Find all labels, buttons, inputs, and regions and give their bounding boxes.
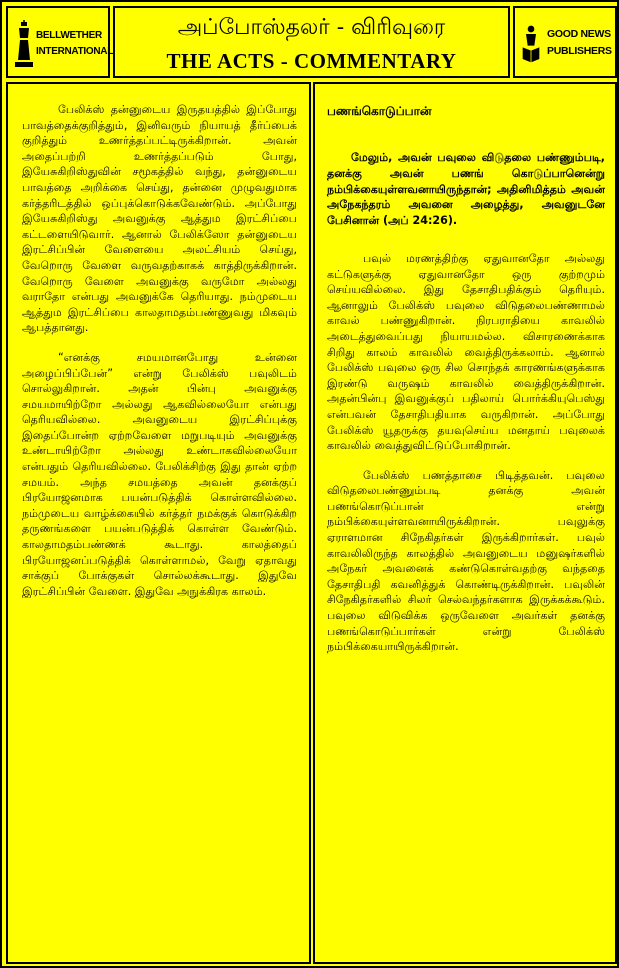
bellwether-logo-line2: INTERNATIONAL	[36, 46, 114, 57]
book-person-icon	[521, 20, 541, 68]
body-paragraph: பேலிக்ஸ் பணத்தாசை பிடித்தவன். பவுலை விடுதலைபண்ணும்படி தனக்கு அவன் பணங்கொடுப்பான் என்று நம்பிக்கையுள்ளவனாயிருக்கிறான். பவுலுக்கு ஏராளமான சிநேகிதர்கள் இருக்கிறார்கள். பவுல் காவலிலிருந்த காலத்தில் அவனுடைய மனுஷர்களில் அநேகர் அவனைக் கண்டுகொள்வதற்கு வந்ததை தேசாதிபதி கவனித்துக் கொண்டிருக்கிறான். பவுலின் சிநேகிதர்களில் சிலர் செல்வந்தர்களாக இருக்கக்கூடும். பவுலை விடுவிக்க ஒருவேளை அவர்கள் தனக்கு பணங்கொடுப்பார்கள் என்று பேலிக்ஸ் நம்பிக்கையாயிருக்கிறான்.	[327, 468, 605, 654]
title-box	[113, 6, 510, 78]
good-news-logo-line1: GOOD NEWS	[547, 28, 611, 40]
left-logo-box	[6, 6, 114, 78]
page-title-english: THE ACTS - COMMENTARY	[166, 49, 457, 73]
body-paragraph: பவுல் மரணத்திற்கு ஏதுவானதோ அல்லது கட்டுகளுக்கு ஏதுவானதோ ஒரு குற்றமும் செய்யவில்லை. இது தேசாதிபதிக்கும் தெரியும். ஆனாலும் பேலிக்ஸ் பவுலை விடுதலைபண்ணாமல் காவல் பண்ணுகிறான். நிரபராதியை காவலில் அடைத்துவைப்பது நியாயமல்ல. விசாரணைக்காக சிறிது காலம் காவலில் வைத்திருக்கலாம். ஆனால் பேலிக்ஸ் பவுலை ஒரு சில சொந்தக் காரணங்களுக்காக இரண்டு வருஷம் காவலில் வைத்திருக்கிறான். அதன்பின்பு இவனுக்குப் பதிலாய் பொர்க்கியுபெஸ்து என்பவன் தேசாதிபதியாக வருகிறான். அப்போது பேலிக்ஸ் யூதருக்கு தயவுசெய்ய மனதாய் பவுலைக் காவலில் வைத்துவிட்டுப்போகிறான்.	[327, 251, 605, 453]
right-column	[313, 82, 617, 964]
bellwether-logo	[14, 20, 114, 68]
bellwether-logo-line1: BELLWETHER	[36, 30, 102, 41]
body-paragraph: பேலிக்ஸ் தன்னுடைய இருதயத்தில் இப்போது பாவத்தைக்குறித்தும், இனிவரும் நியாயத் தீர்ப்பைக் குறித்தும் உணர்த்தப்பட்டிருக்கிறான். அவன் அதைப்பற்றி உணர்த்தப்படும் போது, இயேசுகிறிஸ்துவின் சமூகத்தில் வந்து, தன்னுடைய பாவத்தை அறிக்கை செய்து, தன்னை முழுவதுமாக கர்த்தரிடத்தில் ஒப்புக்கொடுக்கவேண்டும். அப்போது இயேசுகிறிஸ்து அவனுக்கு ஆத்தும இரட்சிப்பை கட்டளையிடுவார். ஆனால் பேலிக்ஸோ தன்னுடைய இரட்சிப்பின் வேளையை அலட்சியம் செய்து, வேறொரு வேளை வருவதற்காகக் காத்திருக்கிறான். வேறொரு வேளை அவனுக்கு வருமோ அல்லது வராதோ என்பது அவனுக்கே தெரியாது. நம்முடைய ஆத்தும இரட்சிப்பை காலதாமதம்பண்ணுவது மிகவும் ஆபத்தானது.	[22, 103, 297, 335]
scripture-quote: மேலும், அவன் பவுலை விடுதலை பண்ணும்படி, தனக்கு அவன் பணங் கொடுப்பானென்று நம்பிக்கையுள்ளவனாயிருந்தான்; அதினிமித்தம் அவன் அநேகந்தரம் அவனை அழைத்து, அவனுடனே பேசினான் (அப் 24:26).	[327, 151, 605, 228]
good-news-logo	[521, 20, 613, 68]
bellwether-logo-text	[36, 28, 114, 60]
left-column	[6, 82, 311, 964]
good-news-logo-line2: PUBLISHERS	[547, 45, 612, 57]
good-news-logo-text	[547, 26, 617, 60]
tower-icon	[14, 20, 34, 68]
page-title-tamil: அப்போஸ்தலர் - விரிவுரை	[177, 15, 446, 40]
header	[6, 6, 617, 80]
right-logo-box	[513, 6, 617, 78]
section-heading: பணங்கொடுப்பான்	[327, 104, 432, 118]
body-paragraph: “எனக்கு சமயமானபோது உன்னை அழைப்பிப்பேன்” என்று பேலிக்ஸ் பவுலிடம் சொல்லுகிறான். அதன் பின்பு அவனுக்கு சமயமாயிற்றோ அல்லது ஆகவில்லையோ என்பது தெரியவில்லை. அவனுடைய இரட்சிப்புக்கு இதைப்போன்ற ஏற்றவேளை மறுபடியும் அவனுக்கு உண்டாயிற்றோ அல்லது உண்டாகவில்லையோ என்பதும் தெரியவில்லை. பேலிக்சிற்கு இது தான் ஏற்ற சமயம். அந்த சமயத்தை அவன் தனக்குப் பிரயோஜனமாக பயன்படுத்திக் கொள்ளவில்லை. நம்முடைய வாழ்க்கையில் கர்த்தர் நமக்குக் கொடுக்கிற தருணங்களை பயன்படுத்திக் கொள்ள வேண்டும். காலதாமதம்பண்ணக் கூடாது. காலத்தைப் பிரயோஜனப்படுத்திக் கொள்ளாமல், வேறு ஏதாவது சாக்குப் போக்குகள் சொல்லக்கூடாது. இதுவே இரட்சிப்பின் வேளை. இதுவே அநுக்கிரக காலம்.	[22, 350, 297, 598]
